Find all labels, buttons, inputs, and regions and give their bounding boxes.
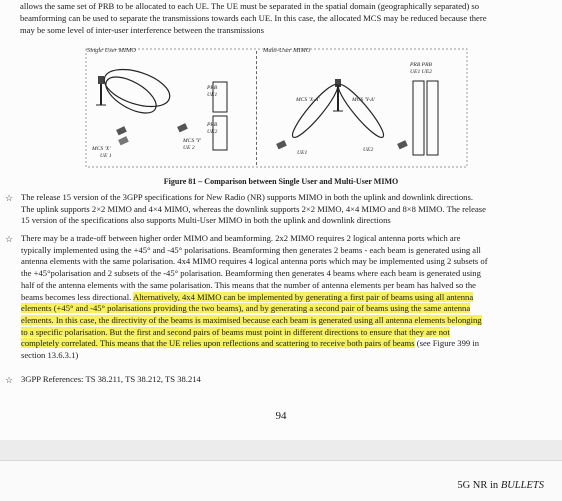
label-mcs-y: MCS 'Y' UE 2 (183, 138, 202, 151)
star-bullet-icon: ☆ (5, 193, 14, 203)
paragraph-references: 3GPP References: TS 38.211, TS 38.212, TS 38.214 (21, 374, 201, 384)
label-mcs-x-delta: MCS 'X-Δ' (296, 97, 320, 103)
label-mcs-x: MCS 'X' UE 1 (92, 146, 112, 159)
intro-line: may be some level of inter-user interference between the transmissions (20, 25, 264, 35)
ue-device-icon (177, 123, 188, 132)
highlighted-text: elements. In this case, the directivity of the beams is maximised because each beam is generated using all antenna elements belonging (21, 314, 482, 325)
highlighted-text: Alternatively, 4x4 MIMO can be implemented by generating a first pair of beams using all antenna (132, 291, 474, 302)
page-gap (0, 440, 562, 460)
label-prb-ue2: PRB UE2 (207, 122, 218, 135)
paragraph-mimo-release15: The release 15 version of the 3GPP specifications for New Radio (NR) supports MIMO in both the uplink and downlink directions. The uplink supports 2×2 MIMO and 4×4 MIMO, whereas the downlink supports 2×2 MIMO, 4×4 MIMO and 8×8 MIMO. The release 15 version of the specifications also supports Multi-User MIMO in both the uplink and downlink directions (21, 192, 486, 226)
multi-user-title: Multi-User MIMO (263, 47, 311, 54)
beam-ue2 (100, 62, 175, 113)
page-number: 94 (275, 410, 287, 422)
prb-bar (413, 81, 424, 155)
figure-caption: Figure 81 – Comparison between Single User and Multi-User MIMO (163, 177, 399, 186)
label-prb-ue1: PRB UE1 (207, 85, 218, 98)
ue-device-icon (276, 140, 287, 149)
intro-line: allows the same set of PRB to be allocated to each UE. The UE must be separated in the spatial domain (geographically separated) so (20, 1, 479, 11)
prb-bar (427, 81, 438, 155)
ue-device-icon (116, 126, 129, 145)
ue-device-icon (397, 140, 408, 149)
label-prb-ue-pair: PRB PRB UE1 UE2 (410, 62, 432, 75)
book-footer: 5G NR in BULLETS (457, 480, 544, 491)
single-user-title: Single User MIMO (87, 47, 136, 54)
label-mcs-y-delta: MCS 'Y-Δ' (352, 97, 375, 103)
highlighted-text: elements (+45° and -45° polarisations providing the two beams), and by generating a second pair of beams using the same antenna (21, 303, 471, 314)
intro-line: beamforming can be used to separate the transmissions towards each UE. In this case, the allocated MCS may be reduced because there (20, 13, 487, 23)
highlighted-text: completely correlated. This means that the UE relies upon reflections and scattering to receive both pairs of beams (21, 338, 415, 349)
figure-divider (256, 51, 257, 165)
label-ue2: UE2 (363, 147, 374, 153)
label-ue1: UE1 (297, 150, 308, 156)
intro-paragraph (20, 0, 545, 36)
star-bullet-icon: ☆ (5, 234, 14, 244)
highlighted-text: to a specific polarisation. But the first and second pairs of beams must point in different directions to ensure that they are not (21, 326, 450, 337)
paragraph-tradeoff: There may be a trade-off between higher order MIMO and beamforming. 2x2 MIMO requires 2 logical antenna ports which are typically implemented using the +45° and -45° polarisations. Beamforming then generates 2 beams - each beam is generated using all antenna elements with the same polarisation. 4x4 MIMO requires 4 logical antenna ports which may be implemented using 2 subsets of the +45°polarisation and 2 subsets of the -45° polarisation. Beamforming then generates 4 beams where each beam is generated using half of the antenna elements with the same polarisation. This means that the number of antenna elements per beam has halved so the beams becomes less directional. Alternatively, 4x4 MIMO can be implemented by generating a first pair of beams using all antenna elements (+45° and -45° polarisations providing the two beams), and by generating a second pair of beams using the same antenna elements. In this case, the directivity of the beams is maximised because each beam is generated using all antenna elements belonging to a specific polarisation. But the first and second pairs of beams must point in different directions to ensure that they are not completely correlated. This means that the UE relies upon reflections and scattering to receive both pairs of beams (see Figure 399 in section 13.6.3.1) (21, 233, 488, 361)
star-bullet-icon: ☆ (5, 375, 14, 385)
